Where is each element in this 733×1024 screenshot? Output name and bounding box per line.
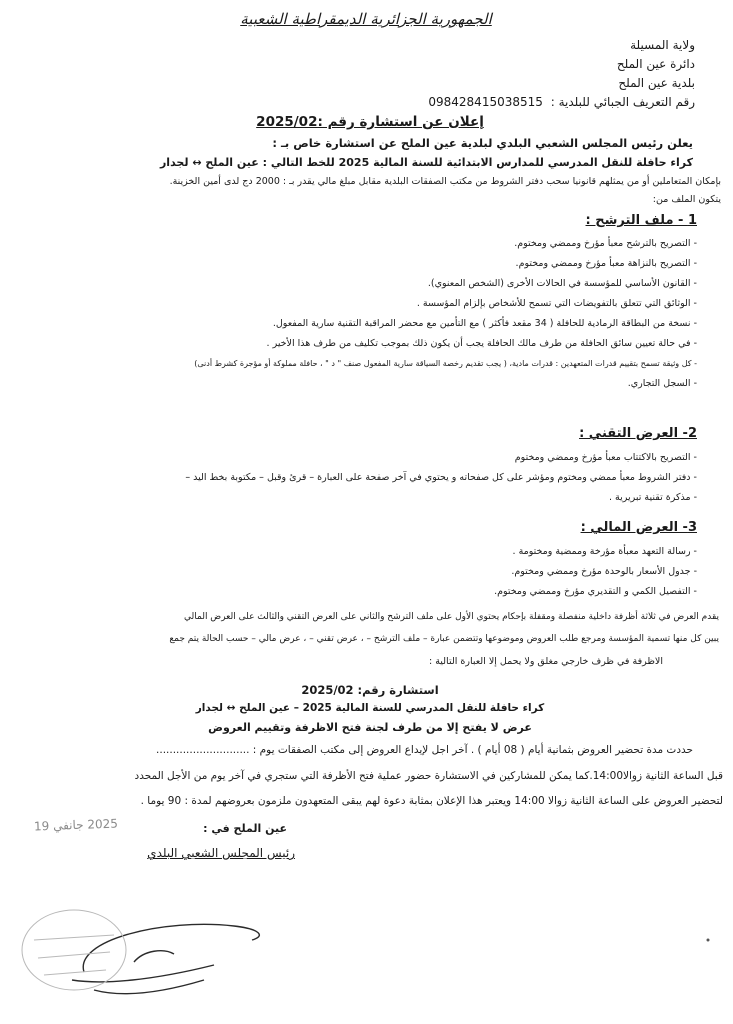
section2-item: - التصريح بالاكتتاب معبأ مؤرخ وممضي ومختوم xyxy=(514,452,697,463)
section2-heading: 2- العرض التقني : xyxy=(579,426,697,441)
section1-item: - في حالة تعيين سائق الحافلة من طرف مالك الحافلة يجب أن يكون ذلك بموجب تكليف من طرف هذا الأخير . xyxy=(266,338,697,349)
section2-item: - مذكرة تقنية تبريرية . xyxy=(609,492,697,503)
daira-label: دائرة عين الملح xyxy=(616,57,695,71)
date-stamp: 2025 جانفي 19 xyxy=(33,816,119,834)
announcement-intro: يعلن رئيس المجلس الشعبي البلدي لبلدية عين الملح عن استشارة خاص بـ : xyxy=(272,136,693,150)
margin-mark-icon xyxy=(700,932,716,948)
tax-id-label: رقم التعريف الجبائي للبلدية : xyxy=(550,95,695,109)
deadline-line-2: قبل الساعة الثانية زوالا14:00.كما يمكن للمشاركين في الاستشارة حضور عملية فتح الأظرفة التي ستجري في آخر يوم من الأجل المحدد xyxy=(134,770,723,782)
commune-label: بلدية عين الملح xyxy=(618,76,695,90)
section3-item: - رسالة التعهد معبأة مؤرخة وممضية ومختومة . xyxy=(512,546,697,557)
section2-item: - دفتر الشروط معبأ ممضي ومختوم ومؤشر على كل صفحاته و يحتوي في آخر صفحة على العبارة – قرئ وقبل – مكتوبة بخط اليد – xyxy=(185,472,697,483)
section1-item: - التصريح بالترشح معبأ مؤرخ وممضي ومختوم. xyxy=(514,238,697,249)
section3-item: - جدول الأسعار بالوحدة مؤرخ وممضي ومختوم. xyxy=(511,566,697,577)
deadline-line-1: حددت مدة تحضير العروض بثمانية أيام ( 08 أيام ) . آخر اجل لإيداع العروض إلى مكتب الصفقات يوم : ............................ xyxy=(156,744,693,756)
section1-item: - كل وثيقة تسمح بتقييم قدرات المتعهدين : قدرات مادية، ( يجب تقديم رخصة السياقة سارية المفعول صنف " د " ، حافلة مملوكة أو مؤجرة كشرط أدنى) xyxy=(194,359,697,368)
submission-line-3: الاظرفة في ظرف خارجي مغلق ولا يحمل إلا العبارة التالية : xyxy=(428,656,663,667)
tax-id-value: 098428415038515 xyxy=(428,95,543,109)
submission-line-2: يبين كل منها تسمية المؤسسة ومرجع طلب العروض وموضوعها وتتضمن عبارة – ملف الترشح – ، عرض تقني – ، عرض مالي – حسب الحالة يتم جمع xyxy=(169,634,719,644)
eligibility-text: بإمكان المتعاملين أو من يمثلهم قانونيا سحب دفتر الشروط من مكتب الصفقات البلدية مقابل مبلغ مالي يقدر بـ : 2000 دج لدى أمين الخزينة. xyxy=(169,176,721,187)
section1-item: - القانون الأساسي للمؤسسة في الحالات الأخرى (الشخص المعنوي). xyxy=(427,278,697,289)
section3-heading: 3- العرض المالي : xyxy=(580,520,697,535)
section3-item: - التفصيل الكمي و التقديري مؤرخ وممضي ومختوم. xyxy=(494,586,697,597)
section1-item: - الوثائق التي تتعلق بالتفويضات التي تسمح للأشخاص بإلزام المؤسسة . xyxy=(416,298,697,309)
envelope-title: استشارة رقم: 2025/02 xyxy=(301,683,439,697)
file-consists-label: يتكون الملف من: xyxy=(652,194,721,205)
announcement-title: إعلان عن استشارة رقم :2025/02 xyxy=(256,114,484,130)
envelope-subject: كراء حافلة للنقل المدرسي للسنة المالية 2025 – عين الملح ↔ لجدار xyxy=(195,702,545,714)
wilaya-label: ولاية المسيلة xyxy=(630,38,695,52)
signature-place: عين الملح في : xyxy=(203,822,287,835)
announcement-subject: كراء حافلة للنقل المدرسي للمدارس الابتدائية للسنة المالية 2025 للخط التالي : عين الملح ↔ لجدار xyxy=(159,156,693,169)
section1-list xyxy=(37,234,697,394)
submission-line-1: يقدم العرض في ثلاثة أظرفة داخلية منفصلة ومقفلة بإحكام يحتوي الأول على ملف الترشح والثاني على العرض التقني والثالث على العرض المالي xyxy=(184,612,719,622)
section1-item: - السجل التجاري. xyxy=(627,378,697,389)
tax-id-row xyxy=(428,95,695,109)
section1-heading: 1 - ملف الترشح : xyxy=(585,213,697,228)
deadline-line-3: لتحضير العروض على الساعة الثانية زوالا 14:00 ويعتبر هذا الإعلان بمثابة دعوة لهم يبقى المتعهدون ملزمون بعروضهم لمدة : 90 يوما . xyxy=(140,795,723,807)
section3-list xyxy=(37,542,697,602)
section2-list xyxy=(37,448,697,508)
envelope-notice: عرض لا يفتح إلا من طرف لجنة فتح الاظرفة وتقييم العروض xyxy=(208,721,532,734)
section1-item: - التصريح بالنزاهة معبأ مؤرخ وممضي ومختوم. xyxy=(515,258,697,269)
signatory-title: رئيس المجلس الشعبي البلدي xyxy=(147,846,295,860)
republic-header: الجمهورية الجزائرية الديمقراطية الشعبية xyxy=(240,10,492,28)
signature-scribble-icon xyxy=(14,880,274,1020)
section1-item: - نسخة من البطاقة الرمادية للحافلة ( 34 مقعد فأكثر ) مع التأمين مع محضر المراقبة التقنية سارية المفعول. xyxy=(272,318,697,329)
